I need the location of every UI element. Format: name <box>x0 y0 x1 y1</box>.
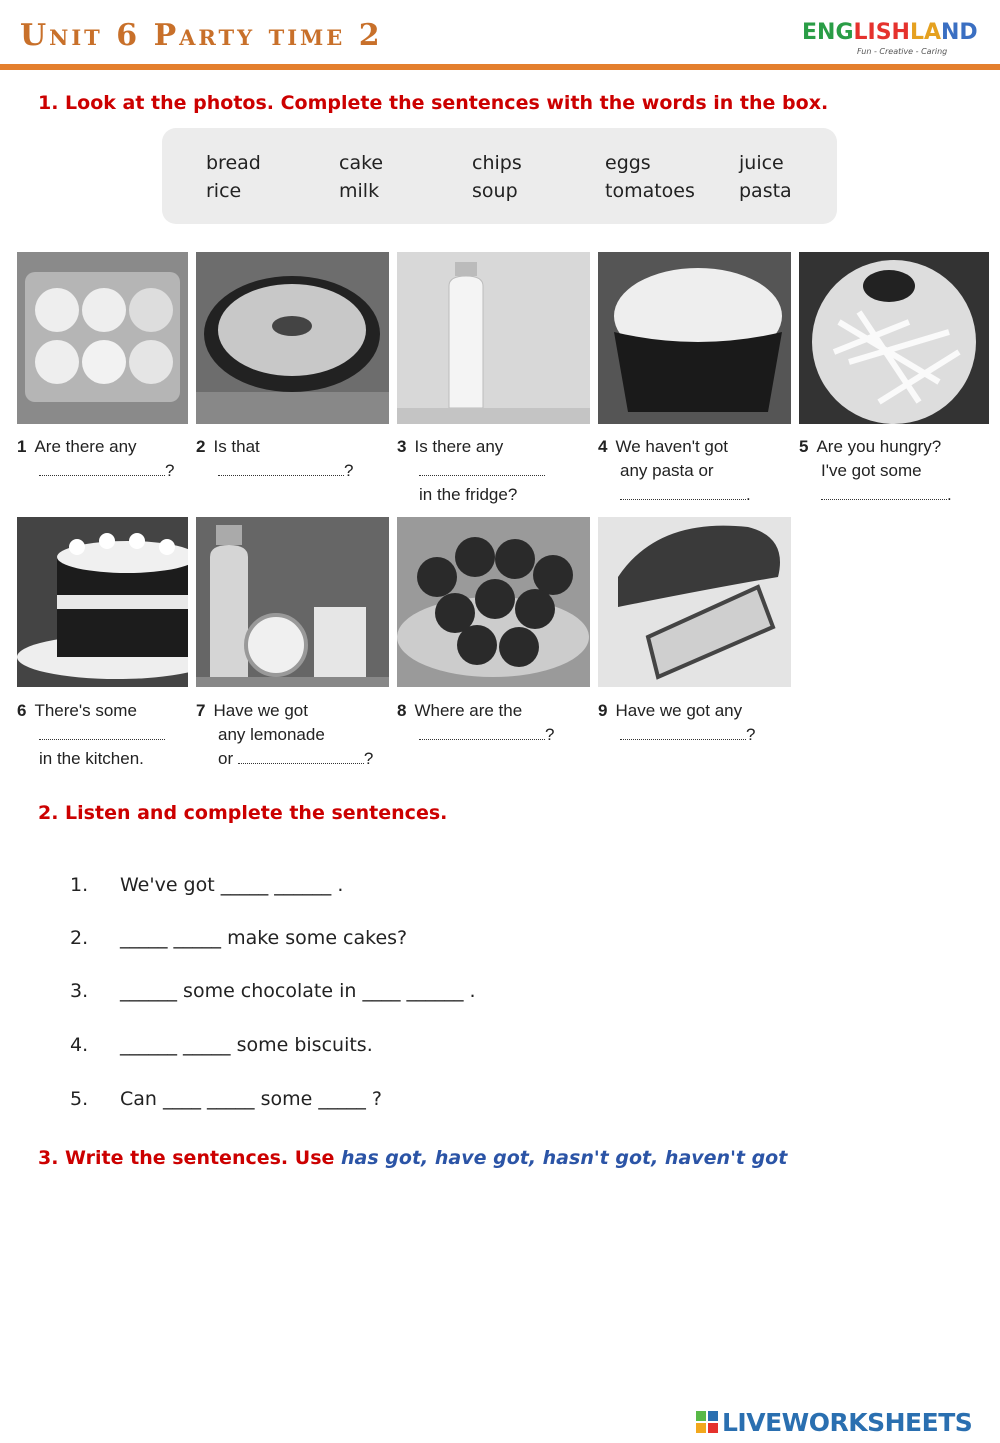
item-text: Where are the <box>414 701 523 720</box>
word-item: pasta <box>739 180 792 202</box>
logo-tagline: Fun - Creative - Caring <box>857 47 948 56</box>
item-2 <box>196 435 353 483</box>
item-number: 7 <box>196 701 206 720</box>
item-4 <box>598 435 751 507</box>
item-text: Are you hungry? <box>816 437 942 456</box>
item-9 <box>598 699 755 747</box>
listen-text[interactable]: ______ some chocolate in ____ ______ . <box>120 980 476 1002</box>
answer-blank[interactable] <box>39 725 165 740</box>
word-item: juice <box>739 152 784 174</box>
item-text: Are there any <box>34 437 137 456</box>
photo-soup <box>196 252 389 424</box>
answer-blank[interactable] <box>419 461 545 476</box>
item-text: ? <box>746 725 756 744</box>
word-item: milk <box>339 180 380 202</box>
photo-rice <box>598 252 791 424</box>
item-text: There's some <box>34 701 137 720</box>
item-text: in the fridge? <box>419 485 518 504</box>
liveworksheets-footer <box>696 1408 996 1438</box>
listen-number: 4. <box>70 1034 89 1056</box>
photo-cake <box>17 517 188 687</box>
word-item: soup <box>472 180 518 202</box>
answer-blank[interactable] <box>620 725 746 740</box>
item-text: Have we got any <box>615 701 743 720</box>
item-text: I've got some <box>821 461 922 480</box>
englishland-logo <box>802 20 978 62</box>
item-text: . <box>947 485 952 504</box>
answer-blank[interactable] <box>821 485 947 500</box>
listen-number: 5. <box>70 1088 89 1110</box>
item-text: ? <box>363 749 374 768</box>
photo-milk <box>397 252 590 424</box>
listen-text[interactable]: ______ _____ some biscuits. <box>120 1034 373 1056</box>
word-box <box>162 128 837 224</box>
listen-text[interactable]: We've got _____ ______ . <box>120 874 344 896</box>
answer-blank[interactable] <box>419 725 545 740</box>
section3-heading <box>38 1147 787 1169</box>
liveworksheets-icon <box>696 1411 718 1433</box>
listen-number: 3. <box>70 980 89 1002</box>
section2-heading: 2. Listen and complete the sentences. <box>38 802 448 824</box>
item-number: 4 <box>598 437 608 456</box>
item-text: We haven't got <box>615 437 729 456</box>
item-text: ? <box>545 725 555 744</box>
answer-blank[interactable] <box>620 485 746 500</box>
listen-number: 1. <box>70 874 89 896</box>
item-text: Is that <box>213 437 260 456</box>
item-1 <box>17 435 174 483</box>
listen-text[interactable]: _____ _____ make some cakes? <box>120 927 408 949</box>
listen-text[interactable]: Can ____ _____ some _____ ? <box>120 1088 382 1110</box>
word-item: bread <box>206 152 261 174</box>
word-item: rice <box>206 180 242 202</box>
item-3 <box>397 435 545 507</box>
photo-eggs <box>17 252 188 424</box>
item-number: 2 <box>196 437 206 456</box>
logo-text: ENGLISHLAND <box>802 20 978 45</box>
liveworksheets-brand: LIVEWORKSHEETS <box>722 1408 973 1437</box>
answer-blank[interactable] <box>218 461 344 476</box>
item-number: 5 <box>799 437 809 456</box>
item-text: ? <box>344 461 354 480</box>
section3-heading-prefix: 3. Write the sentences. Use <box>38 1147 335 1169</box>
answer-blank[interactable] <box>39 461 165 476</box>
word-item: cake <box>339 152 384 174</box>
word-item: chips <box>472 152 522 174</box>
header-rule <box>0 64 1000 70</box>
photo-bread <box>598 517 791 687</box>
photo-tomatoes <box>397 517 590 687</box>
item-number: 6 <box>17 701 27 720</box>
item-5 <box>799 435 952 507</box>
item-number: 3 <box>397 437 407 456</box>
item-number: 1 <box>17 437 27 456</box>
item-text: in the kitchen. <box>39 749 144 768</box>
item-6 <box>17 699 165 771</box>
page-title: Unit 6 Party time 2 <box>20 18 383 53</box>
section3-heading-words: has got, have got, hasn't got, haven't got <box>341 1147 788 1169</box>
listen-number: 2. <box>70 927 89 949</box>
item-text: Have we got <box>213 701 308 720</box>
item-8 <box>397 699 554 747</box>
item-text: Is there any <box>414 437 504 456</box>
section1-heading: 1. Look at the photos. Complete the sentences with the words in the box. <box>38 92 829 114</box>
word-item: tomatoes <box>605 180 695 202</box>
item-text: or <box>218 749 234 768</box>
item-number: 9 <box>598 701 608 720</box>
answer-blank[interactable] <box>238 749 364 764</box>
item-number: 8 <box>397 701 407 720</box>
item-7 <box>196 699 373 771</box>
photo-juice <box>196 517 389 687</box>
photo-chips <box>799 252 989 424</box>
item-text: any lemonade <box>218 725 325 744</box>
item-text: . <box>746 485 751 504</box>
word-item: eggs <box>605 152 651 174</box>
item-text: ? <box>165 461 175 480</box>
item-text: any pasta or <box>620 461 714 480</box>
